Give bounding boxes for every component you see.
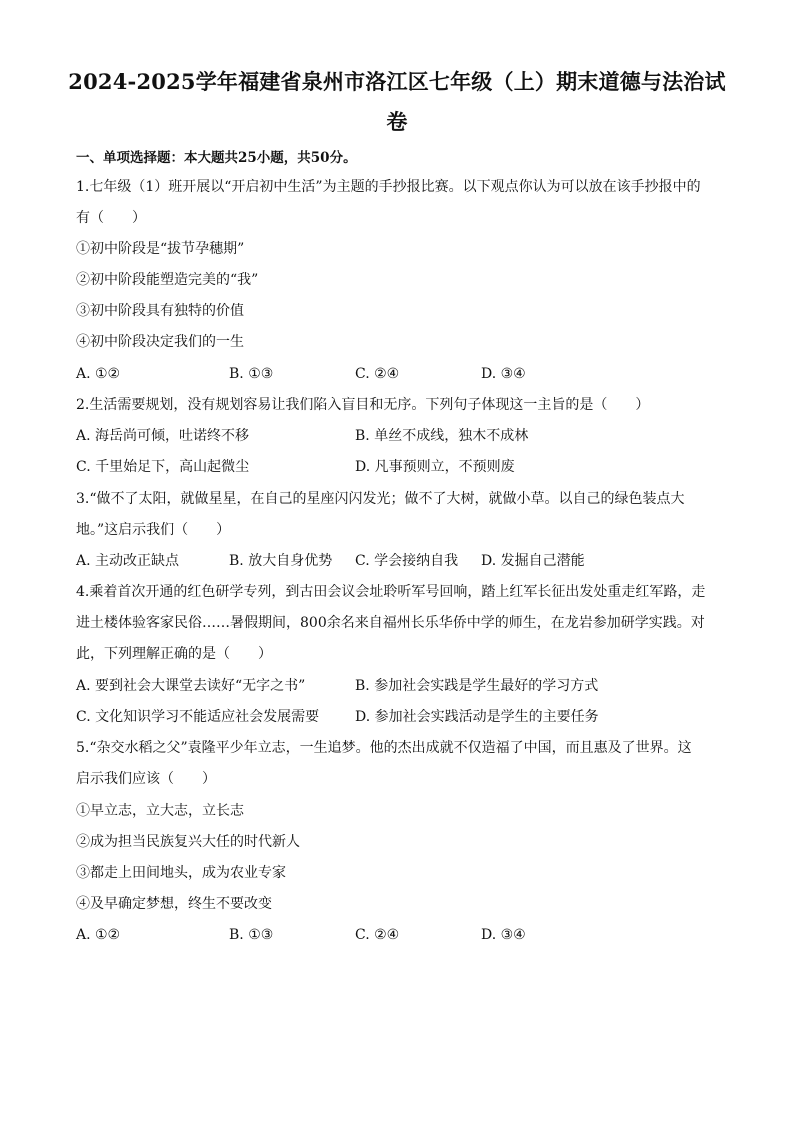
q5-option-c: C. ②④	[355, 927, 400, 943]
q5-option-d: D. ③④	[481, 927, 526, 943]
q2-option-d: D. 凡事预则立，不预则废	[355, 459, 515, 475]
q1-item-3: ③初中阶段具有独特的价值	[76, 303, 244, 319]
exam-title-line-2: 卷	[386, 109, 408, 134]
q5-option-b: B. ①③	[229, 927, 274, 943]
q1-item-2: ②初中阶段能塑造完美的“我”	[76, 272, 259, 288]
q5-item-1: ①早立志，立大志，立长志	[76, 803, 244, 819]
q5-item-2: ②成为担当民族复兴大任的时代新人	[76, 834, 300, 850]
q2-option-c: C. 千里始足下，高山起微尘	[76, 459, 250, 475]
section-header: 一、单项选择题：本大题共25小题，共50分。	[76, 150, 357, 166]
q1-option-d: D. ③④	[481, 366, 526, 382]
q4-stem-line-1: 4.乘着首次开通的红色研学专列，到古田会议会址聆听军号回响，踏上红军长征出发处重走红军路，走	[76, 584, 706, 600]
q4-option-b: B. 参加社会实践是学生最好的学习方式	[355, 678, 599, 694]
q4-stem-line-2: 进土楼体验客家民俗……暑假期间，800余名来自福州长乐华侨中学的师生，在龙岩参加研学实践。对	[76, 615, 705, 631]
q3-option-b: B. 放大自身优势	[229, 553, 333, 569]
exam-title-line-1: 2024-2025学年福建省泉州市洛江区七年级（上）期末道德与法治试	[68, 69, 726, 94]
q4-stem-line-3: 此，下列理解正确的是（ ）	[76, 646, 272, 662]
q3-option-c: C. 学会接纳自我	[355, 553, 459, 569]
q5-option-a: A. ①②	[76, 927, 121, 943]
q1-item-4: ④初中阶段决定我们的一生	[76, 334, 244, 350]
q1-stem-line-2: 有（ ）	[76, 210, 146, 226]
q2-option-b: B. 单丝不成线，独木不成林	[355, 428, 529, 444]
exam-title	[60, 62, 734, 142]
q5-item-4: ④及早确定梦想，终生不要改变	[76, 896, 272, 912]
q3-option-d: D. 发掘自己潜能	[481, 553, 585, 569]
q5-stem-line-1: 5.“杂交水稻之父”袁隆平少年立志，一生追梦。他的杰出成就不仅造福了中国，而且惠及了世界。这	[76, 740, 692, 756]
q5-stem-line-2: 启示我们应该（ ）	[76, 771, 216, 787]
q2-option-a: A. 海岳尚可倾，吐诺终不移	[76, 428, 250, 444]
q5-item-3: ③都走上田间地头，成为农业专家	[76, 865, 286, 881]
q3-stem-line-1: 3.“做不了太阳，就做星星，在自己的星座闪闪发光；做不了大树，就做小草。以自己的绿色装点大	[76, 491, 685, 507]
q1-option-a: A. ①②	[76, 366, 121, 382]
q4-option-a: A. 要到社会大课堂去读好“无字之书”	[76, 678, 306, 694]
q1-item-1: ①初中阶段是“拔节孕穗期”	[76, 241, 245, 257]
q4-option-c: C. 文化知识学习不能适应社会发展需要	[76, 709, 320, 725]
q1-option-b: B. ①③	[229, 366, 274, 382]
q1-stem-line-1: 1.七年级（1）班开展以“开启初中生活”为主题的手抄报比赛。以下观点你认为可以放在该手抄报中的	[76, 179, 701, 195]
q2-stem-line-1: 2.生活需要规划，没有规划容易让我们陷入盲目和无序。下列句子体现这一主旨的是（ ）	[76, 397, 650, 413]
q3-option-a: A. 主动改正缺点	[76, 553, 180, 569]
q1-option-c: C. ②④	[355, 366, 400, 382]
q4-option-d: D. 参加社会实践活动是学生的主要任务	[355, 709, 599, 725]
q3-stem-line-2: 地。”这启示我们（ ）	[76, 522, 231, 538]
